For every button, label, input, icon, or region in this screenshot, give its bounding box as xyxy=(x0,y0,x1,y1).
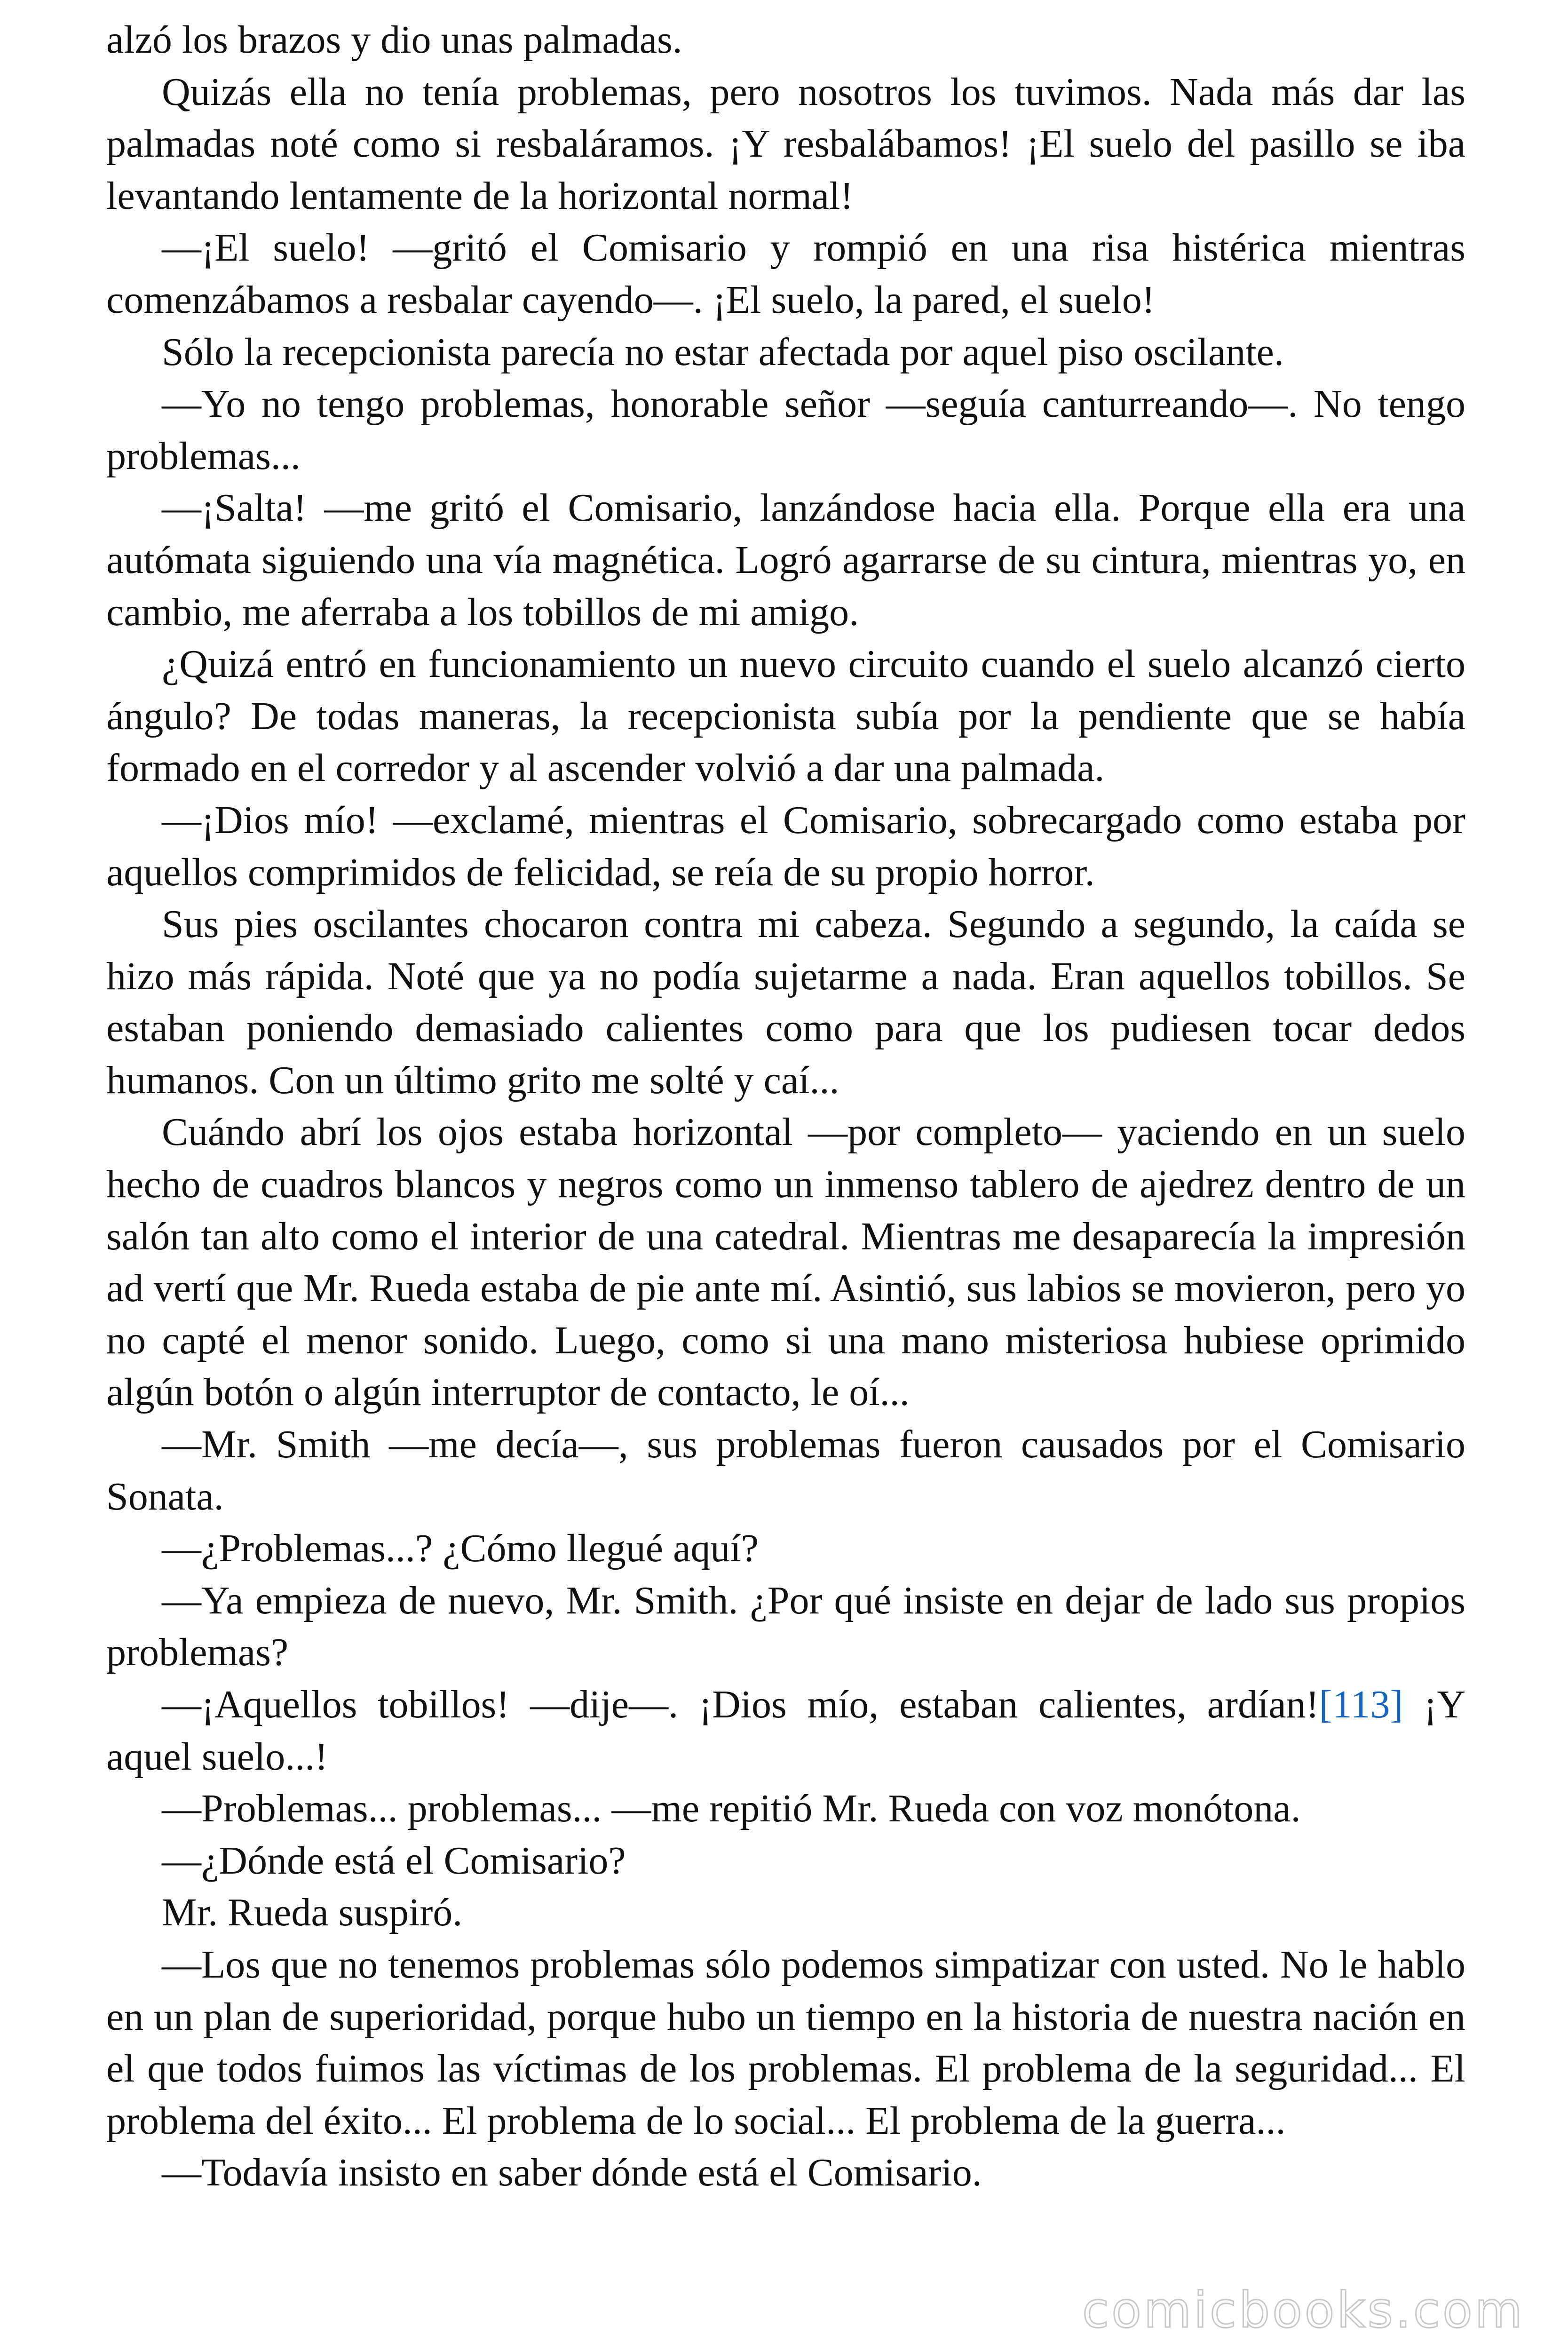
footnote-link[interactable]: [113] xyxy=(1319,1683,1403,1726)
paragraph: Sus pies oscilantes chocaron contra mi cabeza. Segundo a segundo, la caída se hizo más rápida. Noté que ya no podía sujetarme a nada. Eran aquellos tobillos. Se estaban poniendo demasiado calientes como para que los pudiesen tocar dedos humanos. Con un último grito me solté y caí... xyxy=(106,902,1465,1102)
paragraph: Quizás ella no tenía problemas, pero nosotros los tuvimos. Nada más dar las palmadas noté como si resbaláramos. ¡Y resbalábamos! ¡El suelo del pasillo se iba levantando lentamente de la horizontal normal! xyxy=(106,70,1465,218)
watermark: comicbooks.com xyxy=(1082,2281,1525,2339)
paragraph: alzó los brazos y dio unas palmadas. xyxy=(106,18,682,62)
paragraph: —¡Dios mío! —exclamé, mientras el Comisario, sobrecargado como estaba por aquellos comprimidos de felicidad, se reía de su propio horror. xyxy=(106,798,1465,894)
paragraph: Sólo la recepcionista parecía no estar afectada por aquel piso oscilante. xyxy=(162,330,1284,374)
paragraph: —Todavía insisto en saber dónde está el Comisario. xyxy=(162,2151,982,2195)
paragraph: —Problemas... problemas... —me repitió Mr. Rueda con voz monótona. xyxy=(162,1787,1301,1831)
paragraph: —Mr. Smith —me decía—, sus problemas fueron causados por el Comisario Sonata. xyxy=(106,1422,1465,1518)
paragraph: —¡Salta! —me gritó el Comisario, lanzándose hacia ella. Porque ella era una autómata siguiendo una vía magnética. Logró agarrarse de su cintura, mientras yo, en cambio, me aferraba a los tobillos de mi amigo. xyxy=(106,486,1465,634)
paragraph-text: —¡Aquellos tobillos! —dije—. ¡Dios mío, estaban calientes, ardían! xyxy=(162,1683,1319,1726)
paragraph: —¿Problemas...? ¿Cómo llegué aquí? xyxy=(162,1526,759,1571)
paragraph: —¿Dónde está el Comisario? xyxy=(162,1838,626,1883)
paragraph: ¿Quizá entró en funcionamiento un nuevo circuito cuando el suelo alcanzó cierto ángulo? De todas maneras, la recepcionista subía por la pendiente que se había formado en el corredor y al ascender volvió a dar una palmada. xyxy=(106,642,1465,790)
paragraph: —¡El suelo! —gritó el Comisario y rompió en una risa histérica mientras comenzábamos a resbalar cayendo—. ¡El suelo, la pared, el suelo! xyxy=(106,226,1465,322)
paragraph: Cuándo abrí los ojos estaba horizontal —por completo— yaciendo en un suelo hecho de cuadros blancos y negros como un inmenso tablero de ajedrez dentro de un salón tan alto como el interior de una catedral. Mientras me desaparecía la impresión ad vertí que Mr. Rueda estaba de pie ante mí. Asintió, sus labios se movieron, pero yo no capté el menor sonido. Luego, como si una mano misteriosa hubiese oprimido algún botón o algún interruptor de contacto, le oí... xyxy=(106,1110,1465,1414)
paragraph: —Ya empieza de nuevo, Mr. Smith. ¿Por qué insiste en dejar de lado sus propios problemas? xyxy=(106,1578,1465,1675)
paragraph-text: ¡Y aquel suelo...! xyxy=(106,1683,1465,1779)
paragraph: —Los que no tenemos problemas sólo podemos simpatizar con usted. No le hablo en un plan de superioridad, porque hubo un tiempo en la historia de nuestra nación en el que todos fuimos las víctimas de los problemas. El problema de la seguridad... El problema del éxito... El problema de lo social... El problema de la guerra... xyxy=(106,1942,1465,2143)
paragraph: Mr. Rueda suspiró. xyxy=(162,1891,463,1935)
book-page xyxy=(106,14,1465,2199)
paragraph: —Yo no tengo problemas, honorable señor —seguía canturreando—. No tengo problemas... xyxy=(106,382,1465,478)
paragraph-with-footnote xyxy=(106,1679,1465,1783)
